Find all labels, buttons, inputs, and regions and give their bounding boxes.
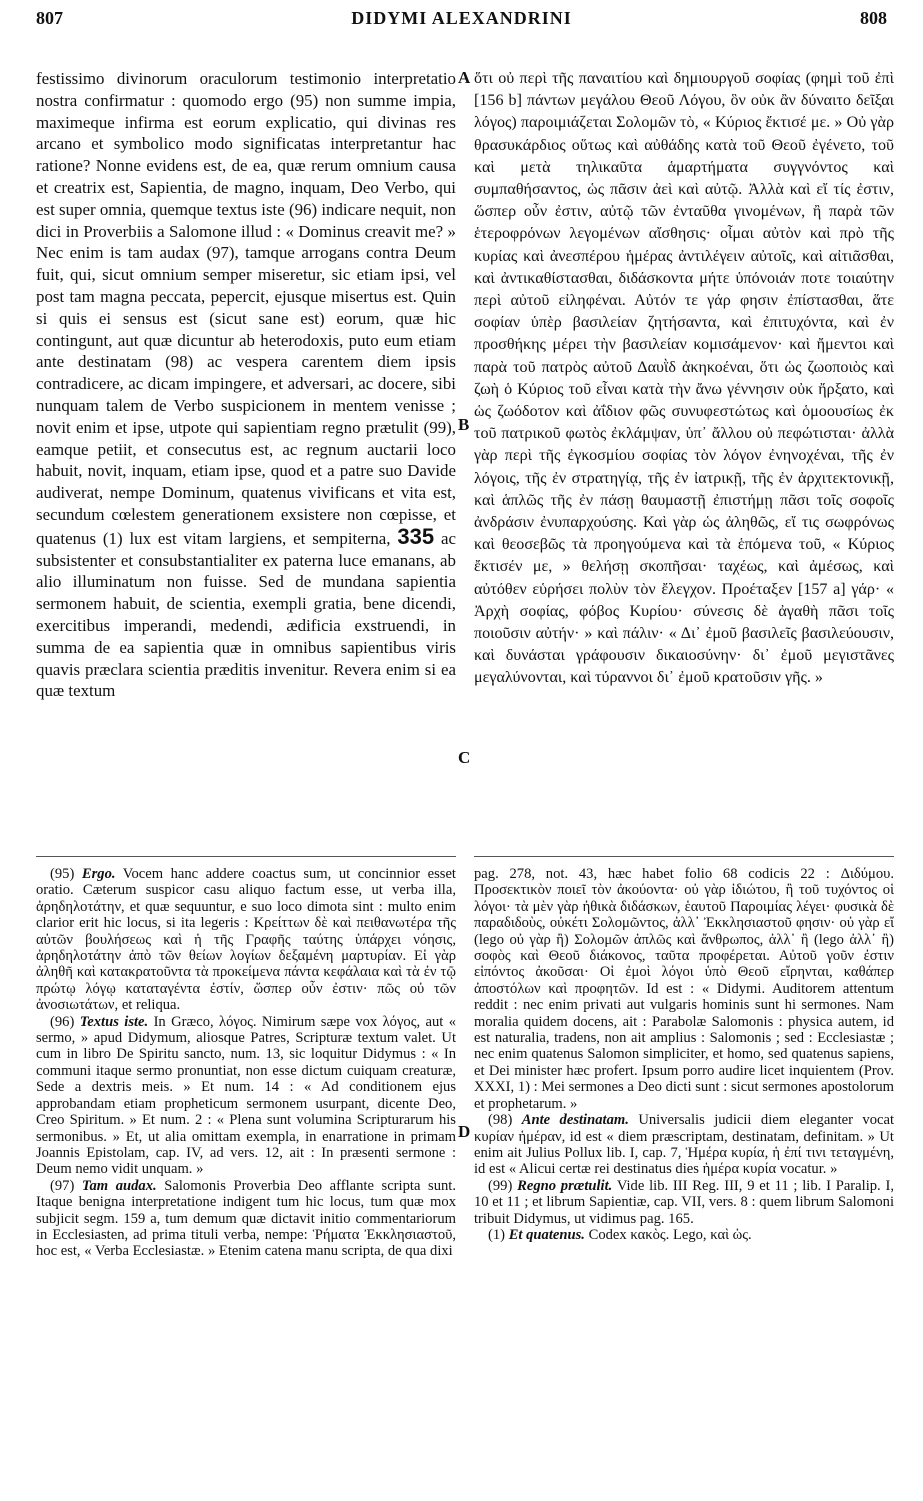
footnote-text: pag. 278, not. 43, hæc habet folio 68 codicis 22 : Διδύμου. Προσεκτικὸν ποιεῖ τὸν ἀκούοντα· οὐ γὰρ ἰδιώτου, ἢ τοῦ τυχόντος οἱ λόγοι· τὰ μὲν γὰρ ἠθικὰ διδάσκων, ἑαυτοῦ Παροιμίας λέγει· φυσικὰ δὲ παραδιδοὺς, οὐκέτι Σολομῶντος, ἀλλ᾽ Ἐκκλησιαστοῦ φησιν· οὐ γὰρ εἴ (lego οὐ γὰρ ἢ) Σολομῶν ἁπλῶς καὶ ἄνθρωπος, ἀλλ᾽ ἢ (lego ἀλλ᾽ ἢ) σοφὸς καὶ Θεοῦ διάκονος, ταῦτα προφέρεται. Αὐτοῦ γοῦν ἐστιν εἰπόντος ἀκοῦσαι· Οἱ ἐμοὶ λόγοι ὑπὸ Θεοῦ εἴρηνται, καθάπερ ἀποστόλων καὶ προφητῶν. Id est : « Didymi. Auditorem attentum reddit : nec enim privati aut vulgaris hominis sunt hi sermones. Nam moralia quidem docens, ait : Parabolæ Salomonis : physica autem, id est naturalia, tradens, non ait amplius : Salomonis ; sed : Ecclesiastæ ; nec enim quatenus Salomon simpliciter, et homo, sed quatenus sapiens, et Dei minister hæc profert. Ipsum porro audire licet inquientem (Prov. XXXI, 1) : Mei sermones a Deo dicti sunt : sicut sermones apostolorum et prophetarum. » <box>474 866 894 1112</box>
footnote-text: Codex κακὸς. Lego, καὶ ὡς. <box>588 1226 752 1243</box>
margin-mark-d: D <box>458 1122 471 1141</box>
footnote-text: Universalis judicii diem eleganter vocat κυρίαν ἡμέραν, id est « diem præscriptam, destinatam, definitam. » Ut enim ait Julius Pollux lib. I, cap. 7, Ἡμέρα κυρία, ἡ ἐπί τινι τεταγμένη, id est « Alicui certæ rei destinatus dies ἡμέρα κυρία vocatur. » <box>474 1112 894 1178</box>
footnote-lemma: Et quatenus. <box>508 1226 585 1243</box>
footnote-lemma: Textus iste. <box>79 1013 149 1030</box>
footnote-text: Vocem hanc addere coactus sum, ut concinnior esset oratio. Cæterum suspicor casu aliquo factum esse, ut verba illa, ἀρηδηλοτάτην, et quæ sequuntur, e suo loco dimota sint : multo enim clarior erit hic locus, si ita legeris : Κρείττων δὲ καὶ πειθανωτέρα τῆς αὐτῶν βουλήσεως καὶ ἡ τῆς Γραφῆς ταύτης ὑπάρχει νόησις, ἀρηδηλοτάτην ἀπὸ τῶν θείων λογίων δεξαμένη μαρτυρίαν. Εἰ γὰρ ἀληθῆ καὶ κατακρατοῦντα τὰ προκείμενα πάντα κεφάλαια καὶ τὰ ἐν τῷ πρώτῳ λόγῳ καταταγέντα ἐστίν, ὥσπερ οὖν ἐστιν· πῶς οὐ τῶν ἀνοσιωτάτων, et reliqua. <box>36 866 456 1014</box>
latin-column <box>36 68 456 850</box>
greek-paragraph: ὅτι οὐ περὶ τῆς παναιτίου καὶ δημιουργοῦ σοφίας (φημὶ τοῦ ἐπὶ [156 b] πάντων μεγάλου Θεοῦ Λόγου, ὃν οὐκ ἂν δύναιτο δεῖξαι λόγος) παροιμιάζεται Σολομῶν τὸ, « Κύριος ἔκτισέ με. » Οὐ γὰρ θρασυκάρδιος οὕτως καὶ αὐθάδης κατὰ τοῦ Θεοῦ ἐγένετο, τοῦ καὶ μετὰ τηλικαῦτα ἁμαρτήματα συγγνόντος καὶ συμπαθήσαντος, ὡς πᾶσιν ἀεὶ καὶ αὐτῷ. Ἀλλὰ καὶ εἴ τίς ἐστιν, ὥσπερ οὖν ἐστιν, αὐτῷ τῶν ἐνταῦθα γινομένων, ἢ παρὰ τῶν ἑτεροφρόνων λεγομένων αἴσθησις· οἶμαι αὐτὸν καὶ πρὸ τῆς κυρίας καὶ ἀνεσπέρου ἡμέρας ἀντιλέγειν αὐτοῖς, καὶ αἰτιᾶσθαι, καὶ ἀντικαθίστασθαι, διδάσκοντα μήτε ὑπόνοιάν ποτε τοιαύτην περὶ αὐτοῦ εἰληφέναι. Αὐτόν τε γάρ φησιν ἐπίστασθαι, ἅτε σοφίαν ὑπὲρ βασιλείαν ζητήσαντα, καὶ ἐπιτυχόντα, καὶ ἐν προσθήκης μέρει τὴν βασιλείαν κομισάμενον· καὶ ἤμεντοι καὶ παρὰ τοῦ πατρὸς αὐτοῦ Δαυῒδ ἀκηκοέναι, ὅτι ὡς ζωοποιὸς καὶ ζωὴ ὁ Κύριος τοῦ εἶναι κατὰ τὴν ἄνω γέννησιν οὐκ ἤρξατο, καὶ ὡς ζωόδοτον καὶ ἀΐδιον φῶς συνυφεστώτως καὶ ὁμοουσίως ἐκ τοῦ πατρικοῦ φωτὸς ἐκλάμψαν, ὑπ᾽ ἄλλου οὐ πεφώτισται· ἀλλὰ γὰρ περὶ τῆς ἐγκοσμίου σοφίας τὸν λόγον ἐνηνοχέναι, τῆς ἐν λόγοις, τῆς ἐν στρατηγίᾳ, τῆς ἐν ἰατρικῇ, τῆς ἐν ἀρχιτεκτονικῇ, καὶ ἁπλῶς τῆς ἐν πάσῃ θαυμαστῇ ἐπιστήμῃ πᾶσι τοῖς σοφοῖς ἀνδράσιν ἐνυπαρχούσης. Καὶ γὰρ ὡς ἀληθῶς, εἴ τις σωφρόνως καὶ θεοσεβῶς τὰ προηγούμενα καὶ τὰ ἑπόμενα τοῦ, « Κύριος ἔκτισέν με, » θελήσῃ σκοπῆσαι· ταχέως, καὶ ἀμέσως, καὶ αὐτόθεν εὑρήσει πολὺν τὸν ἔλεγχον. Προέταξεν [157 a] γάρ· « Ἀρχὴ σοφίας, φόβος Κυρίου· σύνεσις δὲ ἀγαθὴ πᾶσι τοῖς ποιοῦσιν αὐτήν· » καὶ πάλιν· « Δι᾽ ἐμοῦ βασιλεῖς βασιλεύουσιν, καὶ δυνάσται γράφουσιν δικαιοσύνην· δι᾽ ἐμοῦ μεγιστᾶνες μεγαλύνονται, καὶ τύραννοι δι᾽ ἐμοῦ κρατοῦσιν γῆς. » <box>474 70 894 687</box>
footnote <box>36 1178 456 1260</box>
footnote-number: (1) <box>488 1226 506 1243</box>
footnote-number: (97) <box>50 1177 75 1194</box>
footnote-number: (98) <box>488 1112 513 1129</box>
footnote-number: (99) <box>488 1177 513 1194</box>
footnotes-left <box>36 866 456 1486</box>
footnote-text: Salomonis Proverbia Deo afflante scripta sunt. Itaque benigna interpretatione indigent tum hic locus, tum quæ mox subjicit segm. 159 a, tum demum quæ dictavit initio commentariorum in Ecclesiasten, ad prima tituli verba, nempe: Ῥήματα Ἐκκλησιαστοῦ, hoc est, « Verba Ecclesiastæ. » Etenim catena manu scripta, de qua dixi <box>36 1177 456 1260</box>
footnote-number: (96) <box>50 1013 75 1030</box>
column-number: 335 <box>397 523 435 549</box>
footnote-continuation <box>474 866 894 1112</box>
margin-mark-a: A <box>458 68 471 87</box>
running-header <box>36 8 887 34</box>
footnote-number: (95) <box>50 866 75 882</box>
footnote-text: In Græco, λόγος. Nimirum sæpe vox λόγος, aut « sermo, » apud Didymum, aliosque Patres, Scripturæ textum valet. Ut cum in libro De Spiritu sancto, num. 13, sic loquitur Didymus : « In communi itaque sermo pronuntiat, non esse dictum cuiquam creaturæ, Sede a dextris meis. » Et num. 14 : « Ad conditionem ejus approbandam etiam propheticum sermonem usurpant, dicente Deo, Creo Spiritum. » Et num. 2 : « Plena sunt volumina Scripturarum his sermonibus. » Et, ut alia omittam exempla, in enarratione in primam Joannis Epistolam, cap. IV, ad vers. 12, ait : In præsenti sermone : Deum nemo vidit unquam. » <box>36 1013 456 1178</box>
footnote-rule-left <box>36 856 456 857</box>
margin-mark-b: B <box>458 415 470 434</box>
footnote-lemma: Regno prætulit. <box>517 1177 613 1194</box>
margin-mark-c: C <box>458 748 471 767</box>
page-number-left: 807 <box>36 8 63 28</box>
footnotes-right <box>474 866 894 1486</box>
footnote-text: Vide lib. III Reg. III, 9 et 11 ; lib. I Paralip. I, 10 et 11 ; et librum Sapientiæ, cap. VII, vers. 8 : quem librum Salomoni tribuit Didymus, ut vidimus pag. 165. <box>474 1177 894 1227</box>
page-number-right: 808 <box>860 8 887 28</box>
footnote <box>36 866 456 1014</box>
footnote-lemma: Ante destinatam. <box>521 1112 629 1129</box>
footnote-lemma: Ergo. <box>81 866 116 882</box>
footnote-rule-right <box>474 856 894 857</box>
footnote <box>36 1014 456 1178</box>
running-title: DIDYMI ALEXANDRINI <box>351 8 572 28</box>
latin-text-part1: festissimo divinorum oraculorum testimonio interpretatio nostra confirmatur : quomodo ergo (95) non summe impia, maximeque infirma est eorum explicatio, qui divinas res arcano et symbolico modo significatas interpretantur hac ratione? Nonne evidens est, de ea, quæ rerum omnium causa et creatrix est, Sapientia, de magno, inquam, Deo Verbo, qui est super omnia, quemque textus iste (96) indicare nequit, non dici in Proverbiis a Salomone illud : « Dominus creavit me? » Nec enim is tam audax (97), tamque arrogans contra Deum fuit, qui, sicut omnium semper miseretur, sic etiam ipsi, vel post tam magna peccata, pepercit, ejusque misertus est. Quin si quis ei sensus est (sicut sane est) eorum, quæ hic contingunt, aut quæ dicuntur ab heterodoxis, puto eum etiam ante destinatam (98) ac vespera carentem diem ipsis contradicere, ac dicam impingere, et adversari, ac docere, sibi nunquam talem de Verbo suspicionem in mentem venisse ; novit enim et ipse, utpote qui sapientiam regno prætulit (99), eamque petiit, et consecutus est, ac regnum auctarii loco habuit, novit, inquam, etiam ipse, quod et a patre suo Davide audiverat, nempe Dominum, quatenus vivificans et vita est, secundum cœlestem generationem exsistere non cœpisse, et quatenus (1) lux est vitam largiens, et sempiterna, <box>36 69 456 548</box>
footnote <box>474 1227 894 1243</box>
latin-paragraph <box>36 68 456 702</box>
footnote <box>474 1178 894 1227</box>
greek-column <box>474 68 894 850</box>
footnote <box>474 1112 894 1178</box>
latin-text-part2: ac subsistenter et consubstantialiter ex paterna luce emanans, ab alio illuminatum non fuisse. Sed de mundana sapientia sermonem habuit, de scientia, exempli gratia, bene dicendi, exercitibus imperandi, medendi, ædificia exstruendi, in summa de ea sapientia quæ in omnibus sapientibus viris quavis præclara scientia præditis invenitur. Revera enim si ea quæ textum <box>36 528 456 701</box>
footnote-lemma: Tam audax. <box>81 1177 157 1194</box>
